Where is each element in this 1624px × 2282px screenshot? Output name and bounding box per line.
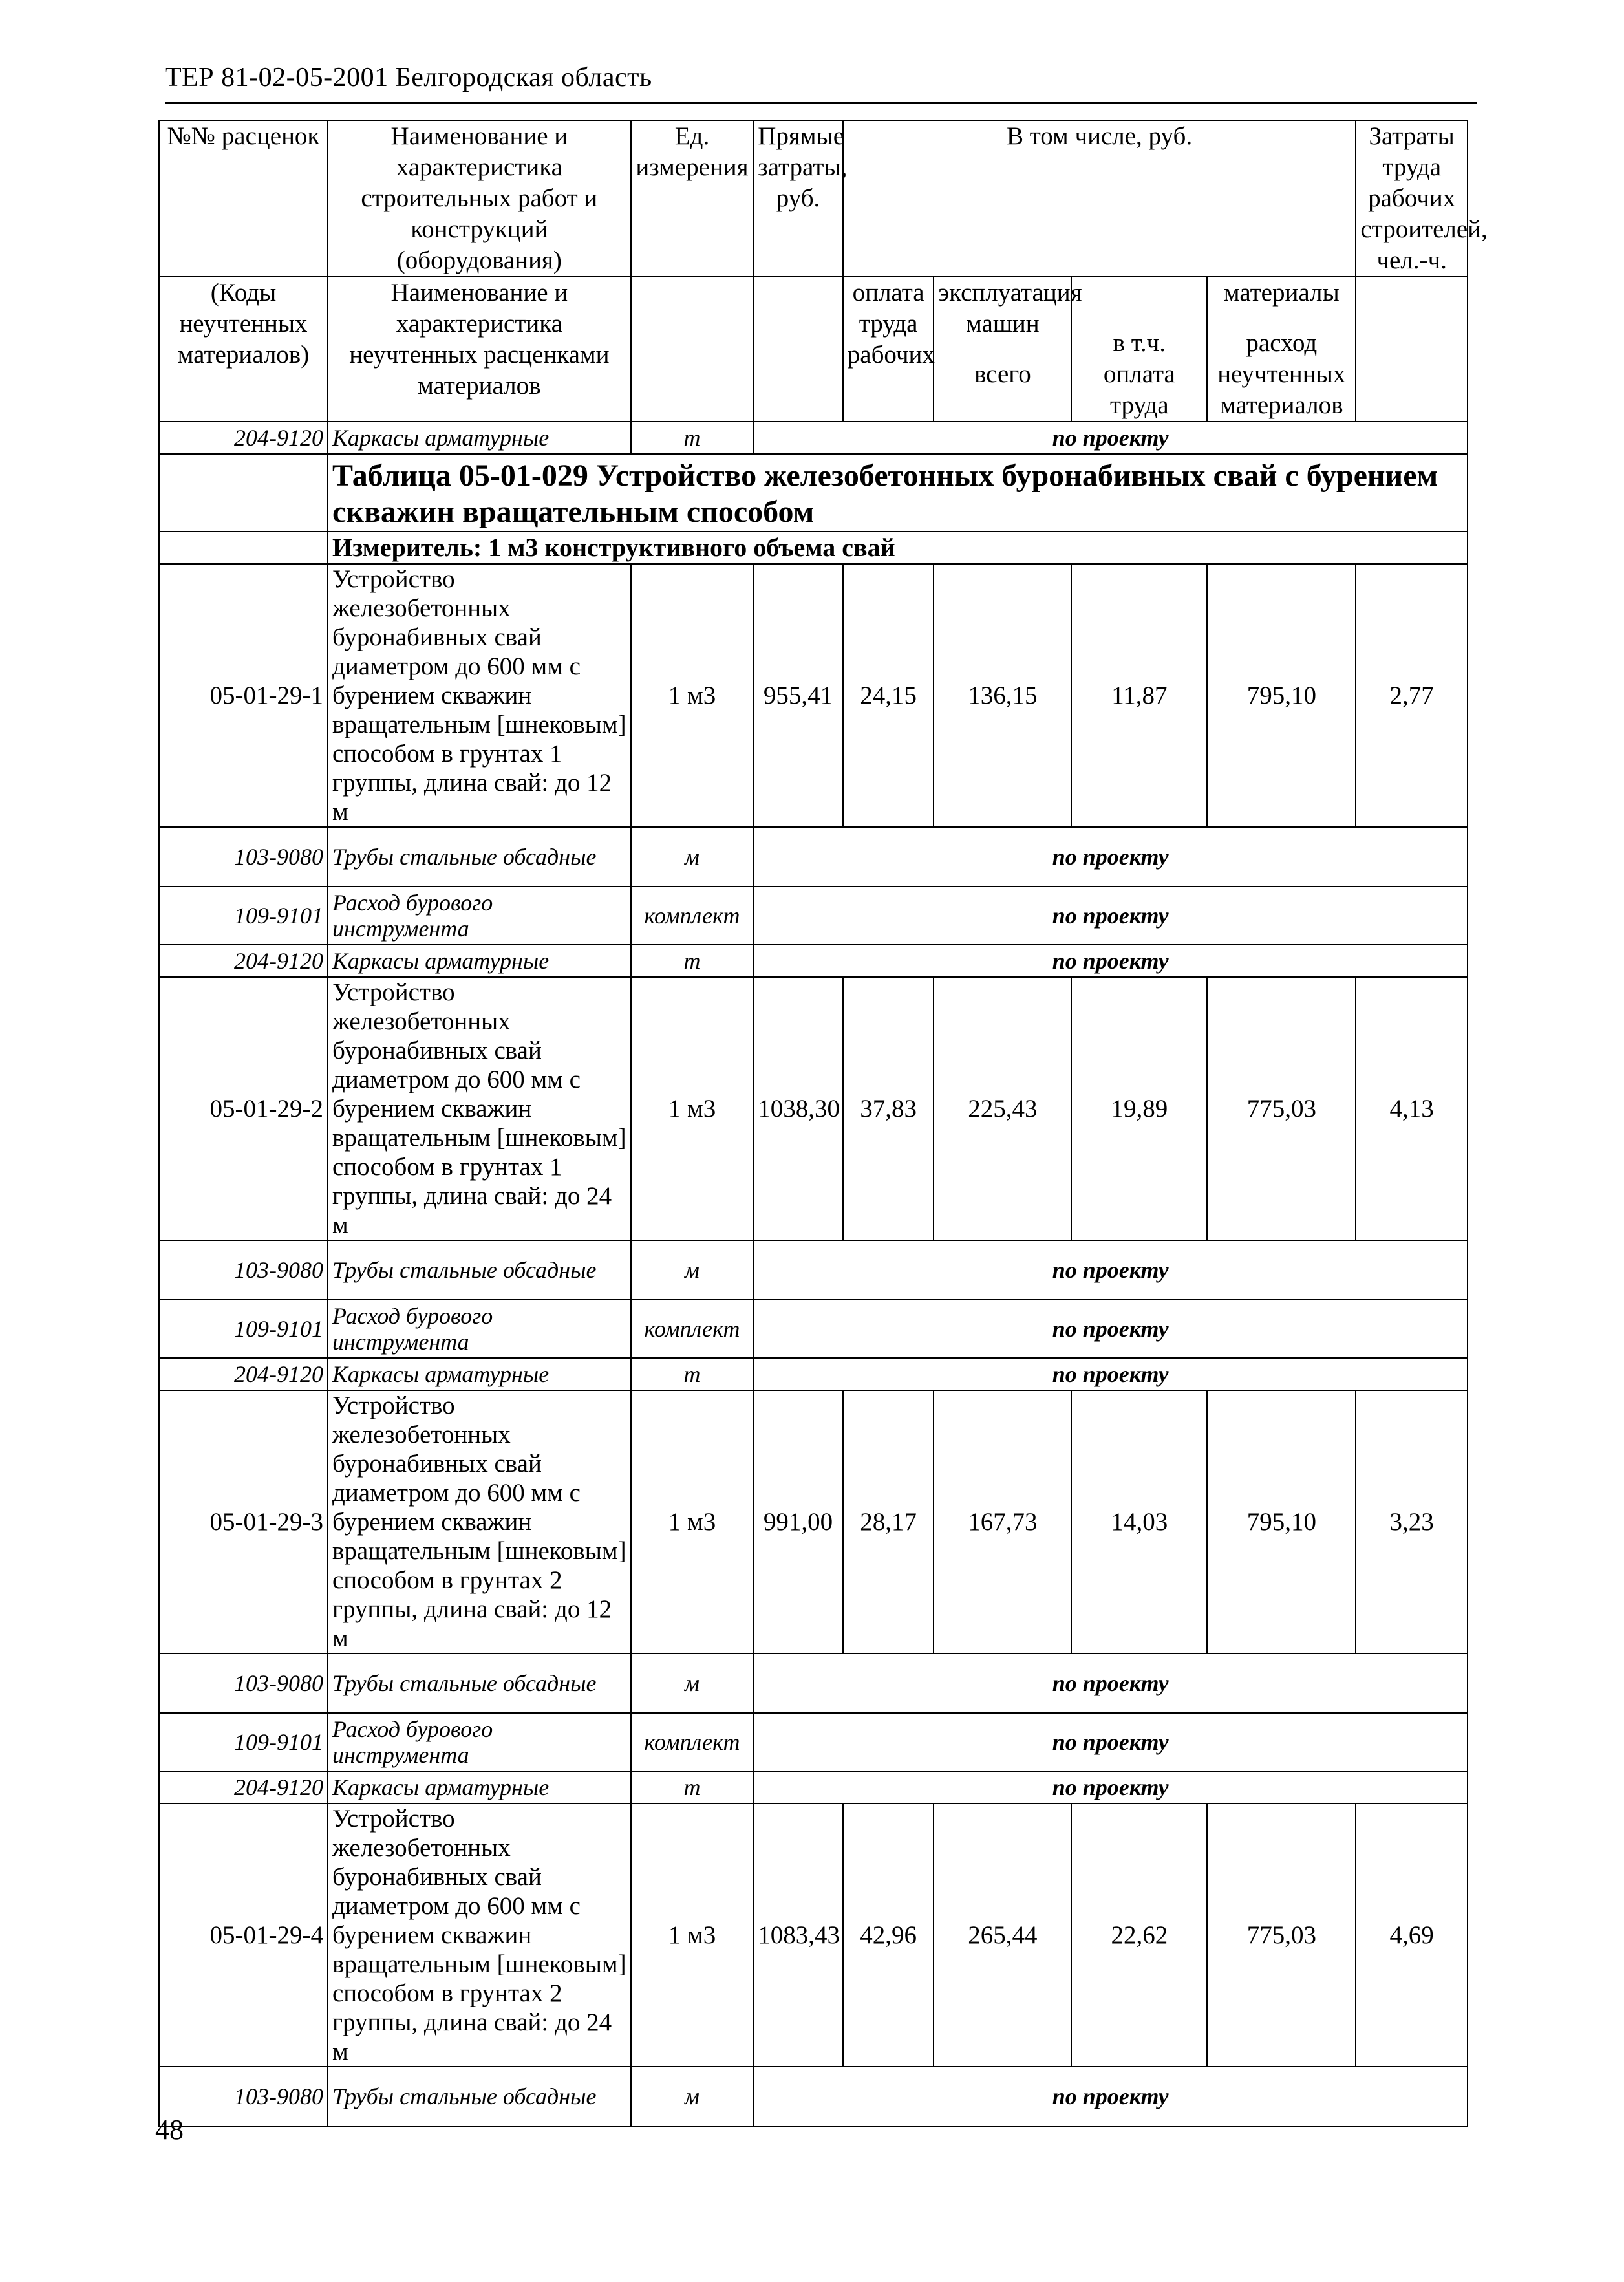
col-name-unaccounted-header: Наименование и характеристика неучтенных расценками материалов: [328, 277, 631, 422]
measure-label: Измеритель: 1 м3 конструктивного объема свай: [328, 532, 1468, 564]
table-row: 109-9101 Расход бурового инструмента комплект по проекту: [159, 1713, 1468, 1771]
rates-table: [158, 120, 1488, 2127]
col-code-header: №№ расценок: [159, 120, 328, 277]
measure-row: [159, 532, 1468, 564]
page-number: 48: [155, 2114, 184, 2146]
table-row: 05-01-29-3 Устройство железобетонных буронабивных свай диаметром до 600 мм с бурением скважин вращательным [шнековым] способом в грунтах 2 группы, длина свай: до 12 м 1 м3 991,00 28,17 167,73 14,03 795,10 3,23: [159, 1390, 1468, 1653]
rate-code: 05-01-29-4: [159, 1803, 328, 2067]
col-machines-header: эксплуатация машин: [938, 279, 1082, 338]
table-title: Таблица 05-01-029 Устройство железобетонных буронабивных свай с бурением скважин вращательным способом: [328, 454, 1468, 532]
col-name-header: Наименование и характеристика строительных работ и конструкций (оборудования): [328, 120, 631, 277]
col-including-header: В том числе, руб.: [843, 120, 1356, 277]
table-header: [159, 120, 1488, 422]
table-row: 204-9120 Каркасы арматурные т по проекту: [159, 422, 1468, 454]
col-labor-cost-spacer: [1356, 277, 1468, 422]
table-row: 204-9120 Каркасы арматурные т по проекту: [159, 1358, 1468, 1390]
table-body: [159, 422, 1468, 2126]
col-machines-labor-label: в т.ч. оплата труда: [1103, 329, 1175, 419]
table-title-row: [159, 454, 1468, 532]
table-row: 109-9101 Расход бурового инструмента комплект по проекту: [159, 887, 1468, 945]
table-row: 109-9101 Расход бурового инструмента комплект по проекту: [159, 1300, 1468, 1358]
col-machines-labor-header: [1071, 277, 1207, 422]
col-code-unaccounted-header: (Коды неучтенных материалов): [159, 277, 328, 422]
page-header: ТЕР 81-02-05-2001 Белгородская область: [165, 63, 652, 92]
col-direct-header: Прямые затраты, руб.: [753, 120, 842, 277]
col-materials-header: [1207, 277, 1356, 422]
rate-code: 05-01-29-1: [159, 564, 328, 827]
table-row: 103-9080 Трубы стальные обсадные м по проекту: [159, 1240, 1468, 1300]
col-labor-cost-header: Затраты труда рабочих строителей, чел.-ч.: [1356, 120, 1468, 277]
table-row: 05-01-29-2 Устройство железобетонных буронабивных свай диаметром до 600 мм с бурением скважин вращательным [шнековым] способом в грунтах 1 группы, длина свай: до 24 м 1 м3 1038,30 37,83 225,43 19,89 775,03 4,13: [159, 977, 1468, 1240]
col-machines-total-label: всего: [974, 360, 1031, 388]
col-unit-spacer: [631, 277, 754, 422]
table-row: 05-01-29-1 Устройство железобетонных буронабивных свай диаметром до 600 мм с бурением скважин вращательным [шнековым] способом в грунтах 1 группы, длина свай: до 12 м 1 м3 955,41 24,15 136,15 11,87 795,10 2,77: [159, 564, 1468, 827]
col-materials-label: материалы: [1223, 279, 1340, 307]
table-row: 103-9080 Трубы стальные обсадные м по проекту: [159, 1653, 1468, 1713]
rate-name: Устройство железобетонных буронабивных свай диаметром до 600 мм с бурением скважин вращательным [шнековым] способом в грунтах 1 группы, длина свай: до 24 м: [328, 977, 631, 1240]
col-labor-pay-header: оплата труда рабочих: [843, 277, 934, 422]
col-direct-spacer: [753, 277, 842, 422]
table-row: 204-9120 Каркасы арматурные т по проекту: [159, 945, 1468, 977]
rate-name: Устройство железобетонных буронабивных свай диаметром до 600 мм с бурением скважин вращательным [шнековым] способом в грунтах 2 группы, длина свай: до 12 м: [328, 1390, 631, 1653]
table-row: 103-9080 Трубы стальные обсадные м по проекту: [159, 2067, 1468, 2126]
col-unit-header: Ед. измерения: [631, 120, 754, 277]
col-machines-total-header: [934, 277, 1082, 422]
rate-name: Устройство железобетонных буронабивных свай диаметром до 600 мм с бурением скважин вращательным [шнековым] способом в грунтах 1 группы, длина свай: до 12 м: [328, 564, 631, 827]
table-row: 05-01-29-4 Устройство железобетонных буронабивных свай диаметром до 600 мм с бурением скважин вращательным [шнековым] способом в грунтах 2 группы, длина свай: до 24 м 1 м3 1083,43 42,96 265,44 22,62 775,03 4,69: [159, 1803, 1468, 2067]
table-row: 204-9120 Каркасы арматурные т по проекту: [159, 1771, 1468, 1803]
rate-code: 05-01-29-2: [159, 977, 328, 1240]
col-materials-unaccounted-label: расход неучтенных материалов: [1217, 329, 1346, 419]
table-row: 103-9080 Трубы стальные обсадные м по проекту: [159, 827, 1468, 887]
rate-code: 05-01-29-3: [159, 1390, 328, 1653]
header-rule: [165, 102, 1477, 104]
rate-name: Устройство железобетонных буронабивных свай диаметром до 600 мм с бурением скважин вращательным [шнековым] способом в грунтах 2 группы, длина свай: до 24 м: [328, 1803, 631, 2067]
